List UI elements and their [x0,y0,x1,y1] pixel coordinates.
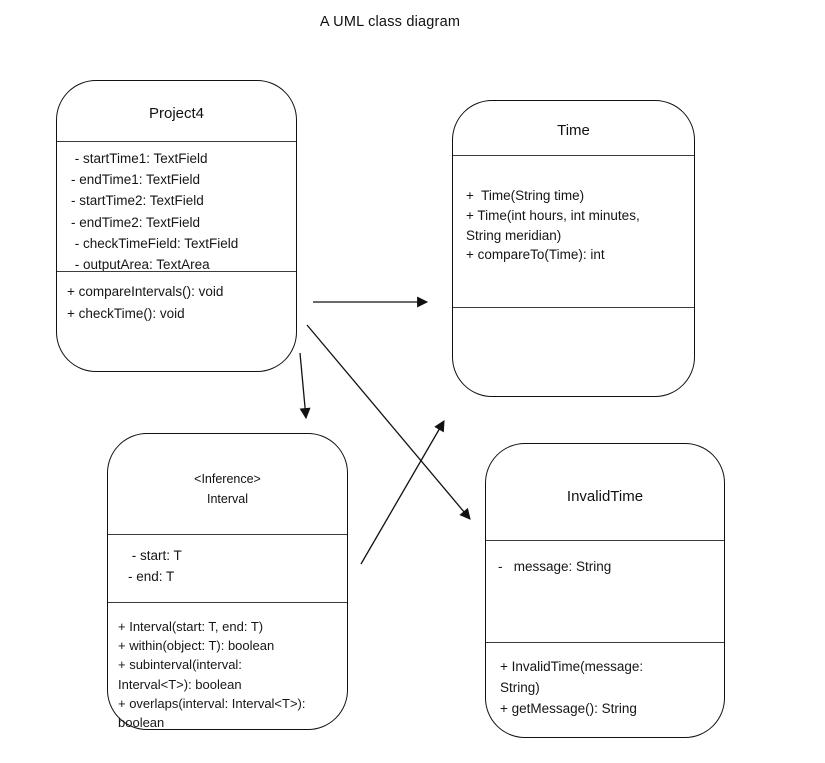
method-line: + within(object: T): boolean [118,638,275,654]
class-time-methods [453,155,694,307]
class-invalidtime-name: InvalidTime [566,487,644,505]
method-line: boolean [118,715,165,731]
arrow-interval-to-time [361,421,444,564]
class-interval-attributes [108,534,347,602]
attribute-line: - startTime1: TextField [71,151,208,166]
attribute-line: - end: T [128,568,175,584]
class-interval-name: Interval [207,492,248,506]
method-line: + compareTo(Time): int [466,247,605,263]
diagram-title: A UML class diagram [319,14,461,30]
class-box-interval [107,433,348,730]
method-line: String) [500,680,540,695]
attribute-line: - checkTimeField: TextField [71,235,239,251]
method-line: + Time(int hours, int minutes, [466,207,640,223]
class-project4-methods [57,271,296,371]
method-line: + overlaps(interval: Interval<T>): [118,695,306,711]
method-line: + Time(String time) [466,188,585,203]
arrow-project4-to-interval [300,353,306,418]
attribute-line: - start: T [128,548,182,563]
class-interval-stereotype: <Inference> [194,472,261,486]
attribute-line: - endTime1: TextField [71,172,201,188]
attribute-line: - startTime2: TextField [71,193,204,209]
class-project4-attributes [57,141,296,271]
class-invalidtime-attributes [486,540,724,642]
method-line: + InvalidTime(message: [500,659,644,674]
method-line: + compareIntervals(): void [67,284,224,299]
class-time-name: Time [557,121,590,139]
attribute-line: - endTime2: TextField [71,214,201,230]
class-invalidtime-header [486,444,724,540]
attribute-line: - outputArea: TextArea [71,257,210,273]
attribute-line: - message: String [498,559,612,574]
class-interval-header [108,434,347,534]
class-interval-methods [108,602,347,732]
method-line: + getMessage(): String [500,701,637,716]
class-box-time [452,100,695,397]
class-box-invalidtime [485,443,725,738]
method-line: + subinterval(interval: [118,657,242,673]
method-line: String meridian) [466,227,562,243]
class-time-empty-section [453,307,694,396]
method-line: + checkTime(): void [67,305,185,321]
class-project4-name: Project4 [148,104,205,122]
method-line: Interval<T>): boolean [118,676,242,692]
class-box-project4 [56,80,297,372]
method-line: + Interval(start: T, end: T) [118,619,264,634]
class-time-header [453,101,694,155]
class-invalidtime-methods [486,642,724,737]
class-project4-header [57,81,296,141]
